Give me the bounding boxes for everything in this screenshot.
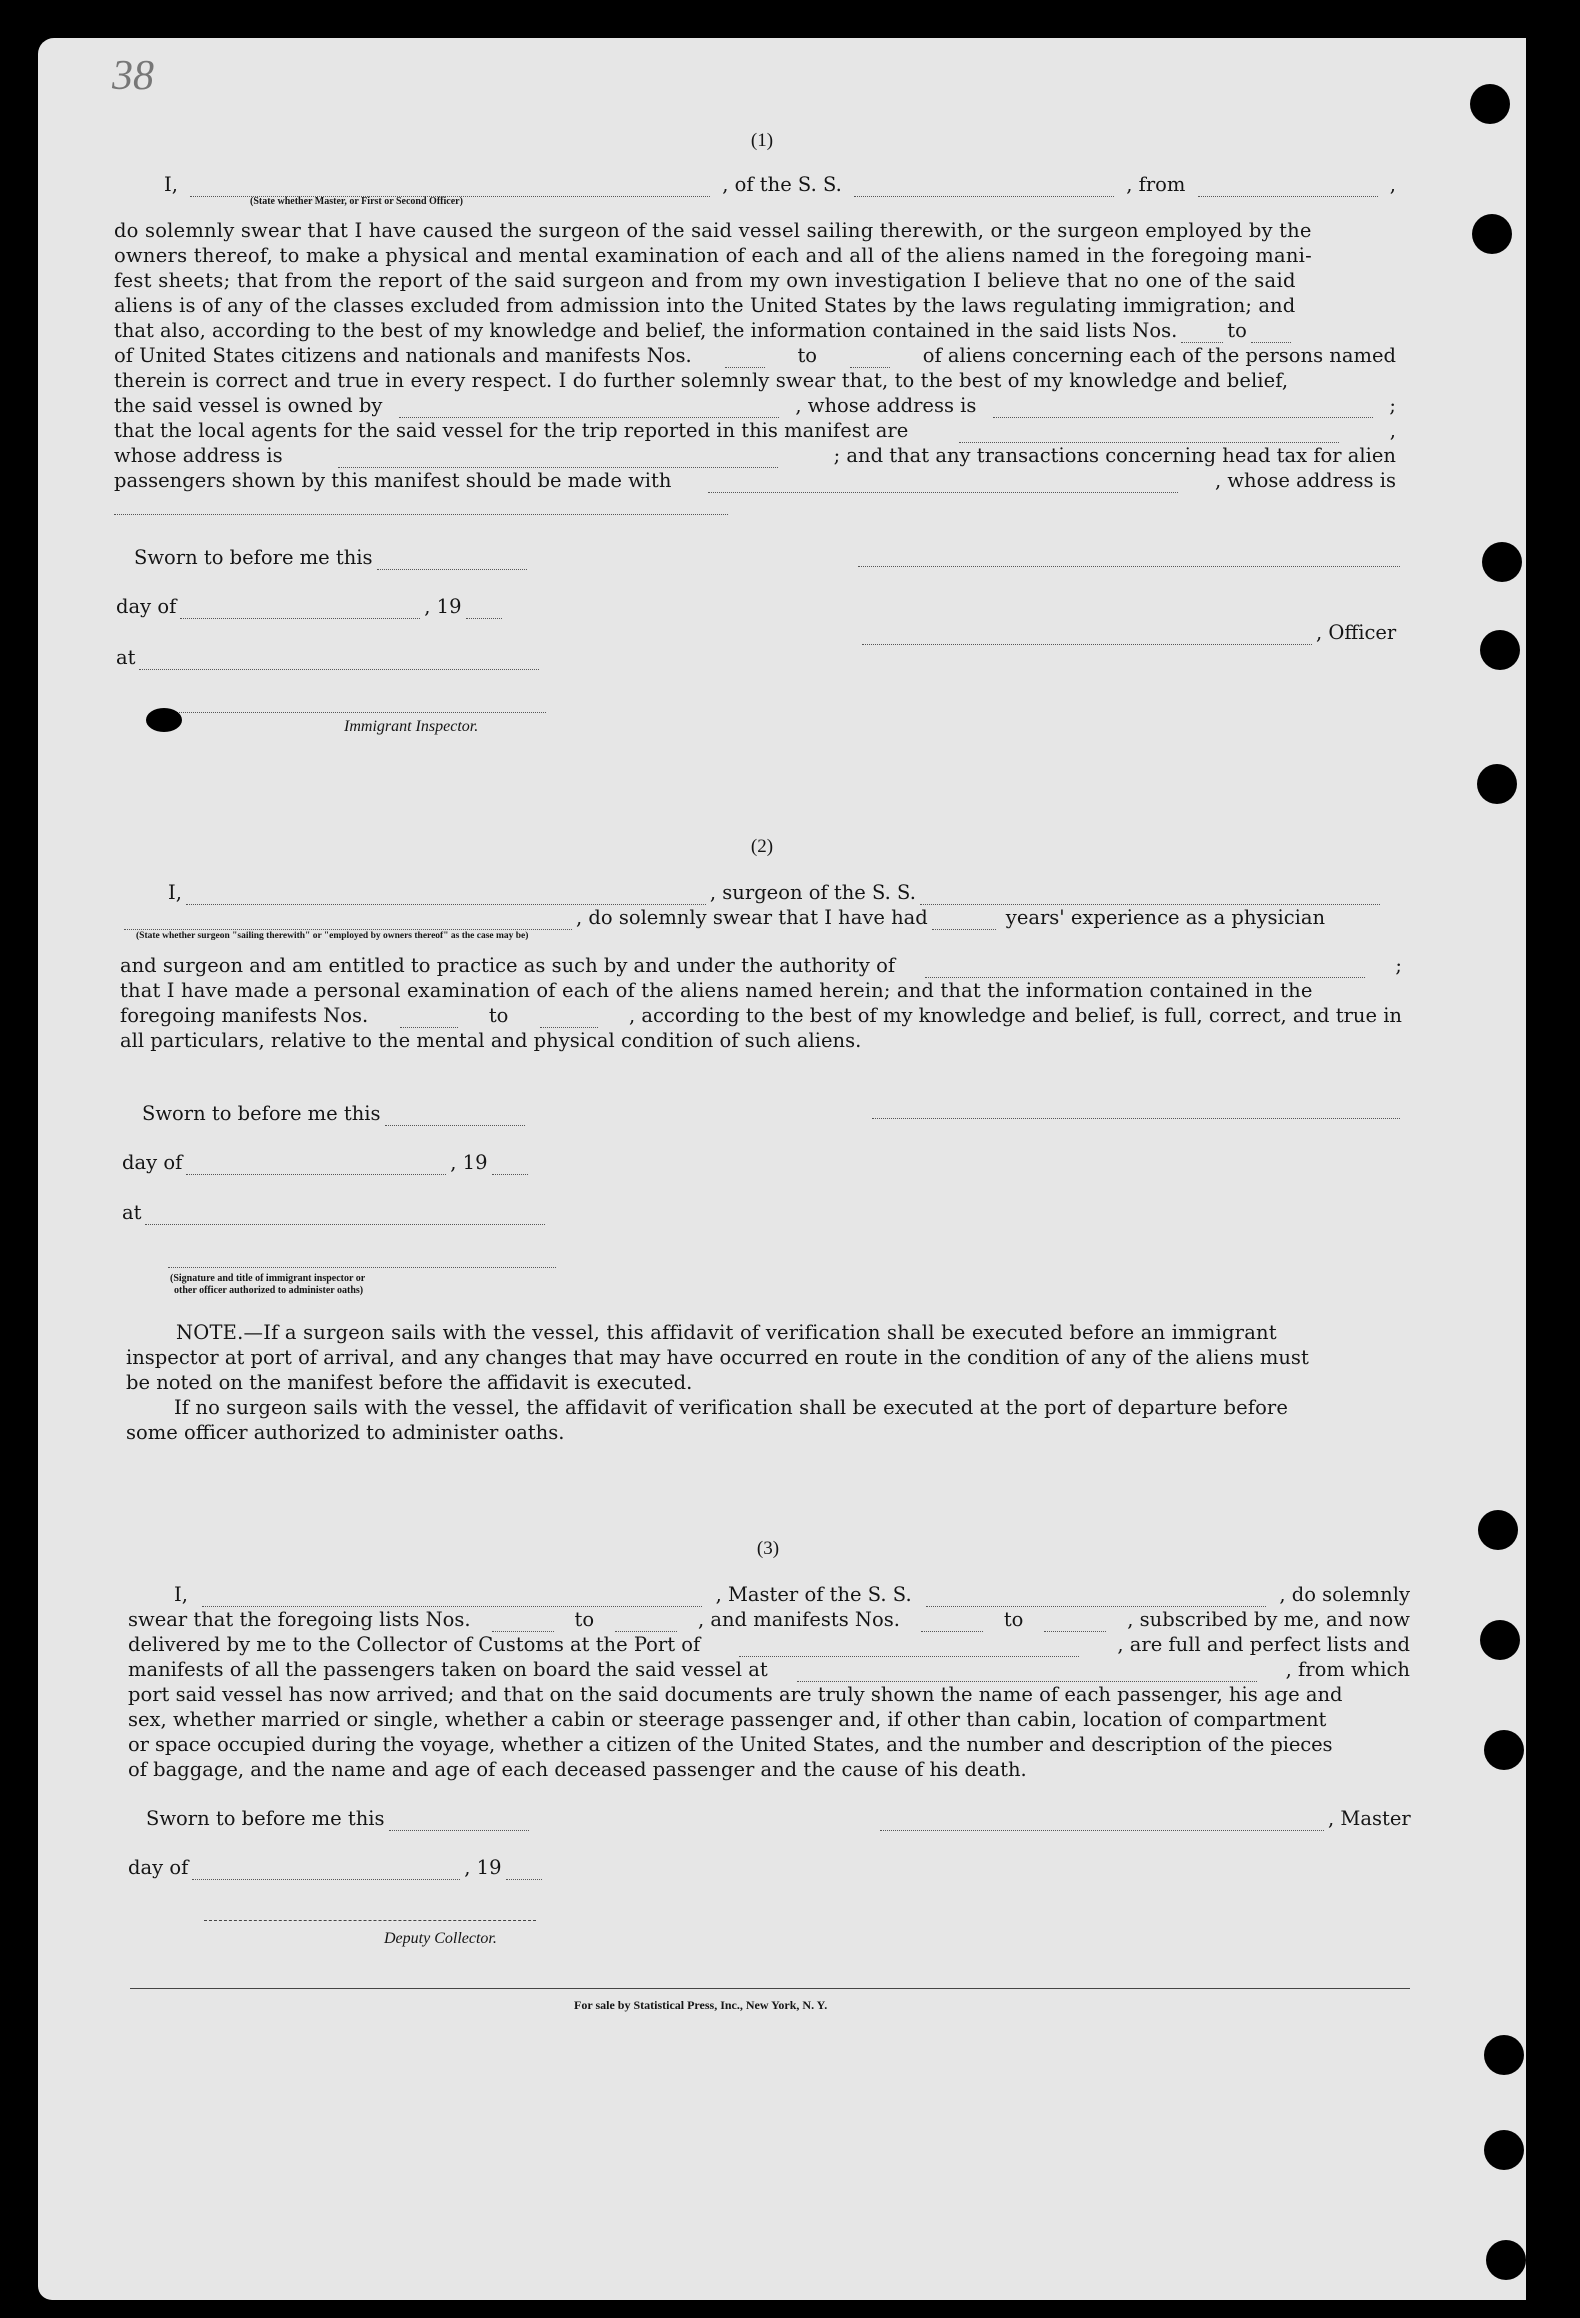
owner-blank[interactable] (399, 403, 779, 418)
owner-address-blank[interactable] (993, 403, 1373, 418)
lists-to-blank[interactable] (1251, 328, 1291, 343)
s2-inspector-signature-line[interactable] (168, 1267, 556, 1268)
binder-hole (1472, 214, 1512, 254)
s3-manifests-to-blank[interactable] (1044, 1617, 1106, 1632)
s2-surgeon-note: (State whether surgeon "sailing therewith" or "employed by owners thereof" as the case may be) (136, 931, 529, 941)
surgeon-signature-line[interactable] (872, 1118, 1400, 1119)
manifests-from-blank[interactable] (725, 353, 765, 368)
s3-manifests-from-blank[interactable] (921, 1617, 983, 1632)
s2-sworn-date-blank[interactable] (385, 1111, 525, 1126)
s1-sworn-date-blank[interactable] (377, 555, 527, 570)
s3-dayof-row: day of , 19 (128, 1855, 546, 1880)
section-2-heading: (2) (750, 836, 774, 857)
s3-line-4: manifests of all the passengers taken on board the said vessel at , from which (128, 1658, 1410, 1681)
s1-line-8: therein is correct and true in every respect. I do further solemnly swear that, to the best of my knowledge and belief, (114, 369, 1289, 392)
s2-line-3: and surgeon and am entitled to practice as such by and under the authority of ; (120, 954, 1402, 977)
s1-line-2: do solemnly swear that I have caused the surgeon of the said vessel sailing therewith, or the surgeon employed by the (114, 219, 1312, 242)
footer-rule (130, 1988, 1410, 1989)
s1-month-blank[interactable] (180, 604, 420, 619)
s3-line-1: I, , Master of the S. S. , do solemnly (174, 1583, 1410, 1606)
s3-ship-blank[interactable] (926, 1592, 1266, 1607)
binder-hole (1484, 2130, 1524, 2170)
s3-line-5: port said vessel has now arrived; and that on the said documents are truly shown the name of each passenger, his age and (128, 1683, 1343, 1706)
s2-line-1: I, , surgeon of the S. S. (168, 880, 1400, 905)
manifests-to-blank[interactable] (850, 353, 890, 368)
s3-year-blank[interactable] (506, 1865, 542, 1880)
s1-line-5: aliens is of any of the classes excluded from admission into the United States by the laws regulating immigration; and (114, 294, 1296, 317)
s2-line-4: that I have made a personal examination of each of the aliens named herein; and that the information contained in the (120, 979, 1313, 1002)
s1-line-1: I, , of the S. S. , from , (164, 173, 1396, 196)
surgeon-status-blank[interactable] (124, 915, 572, 930)
head-tax-address-blank[interactable] (114, 514, 728, 515)
binder-hole (1478, 1510, 1518, 1550)
s2-year-blank[interactable] (492, 1160, 528, 1175)
binder-hole (1480, 630, 1520, 670)
years-experience-blank[interactable] (932, 915, 996, 930)
deputy-collector-label: Deputy Collector. (384, 1930, 497, 1947)
binder-hole (1484, 1730, 1524, 1770)
s1-line-11: whose address is ; and that any transactions concerning head tax for alien (114, 444, 1396, 467)
master-signature-blank[interactable] (880, 1816, 1324, 1831)
s2-at-row: at (122, 1200, 549, 1225)
note-line-1: NOTE.—If a surgeon sails with the vessel, this affidavit of verification shall be executed before an immigrant (176, 1321, 1277, 1344)
s2-sworn-row: Sworn to before me this (142, 1101, 529, 1126)
s3-sworn-row: Sworn to before me this (146, 1806, 533, 1831)
port-of-embarkation-blank[interactable] (797, 1667, 1257, 1682)
surgeon-name-blank[interactable] (186, 890, 706, 905)
section-3-heading: (3) (756, 1538, 780, 1559)
section-1-heading: (1) (750, 130, 774, 151)
printer-imprint: For sale by Statistical Press, Inc., New York, N. Y. (574, 1998, 828, 2012)
binder-hole (1477, 764, 1517, 804)
head-tax-contact-blank[interactable] (708, 478, 1178, 493)
s2-month-blank[interactable] (186, 1160, 446, 1175)
s2-line-5: foregoing manifests Nos. to , according to the best of my knowledge and belief, is full, correct, and true in (120, 1004, 1402, 1027)
s3-master-row: , Master (876, 1806, 1412, 1831)
binder-hole (1484, 2035, 1524, 2075)
s3-lists-to-blank[interactable] (615, 1617, 677, 1632)
immigrant-inspector-label: Immigrant Inspector. (344, 718, 479, 735)
s1-sworn-row: Sworn to before me this (134, 545, 531, 570)
s2-manifests-from-blank[interactable] (400, 1013, 458, 1028)
s2-ship-blank[interactable] (920, 890, 1380, 905)
officer-name-signature-blank[interactable] (862, 630, 1312, 645)
s2-signature-note-1: (Signature and title of immigrant inspector or (170, 1273, 366, 1284)
binder-hole (1486, 2240, 1526, 2280)
inspector-signature-line[interactable] (164, 712, 546, 713)
port-from-blank[interactable] (1198, 182, 1378, 197)
s2-place-blank[interactable] (145, 1210, 545, 1225)
agents-blank[interactable] (959, 428, 1339, 443)
s1-year-blank[interactable] (466, 604, 502, 619)
binder-hole (1480, 1620, 1520, 1660)
s3-sworn-date-blank[interactable] (389, 1816, 529, 1831)
s1-officer-note: (State whether Master, or First or Second Officer) (250, 196, 463, 207)
deputy-signature-line[interactable] (204, 1920, 536, 1921)
s1-line-9: the said vessel is owned by , whose address is ; (114, 394, 1396, 417)
s3-line-3: delivered by me to the Collector of Customs at the Port of , are full and perfect lists and (128, 1633, 1410, 1656)
s2-line-2: , do solemnly swear that I have had years' experience as a physician (120, 905, 1402, 930)
s3-line-7: or space occupied during the voyage, whether a citizen of the United States, and the number and description of the pieces (128, 1733, 1333, 1756)
binder-hole (1470, 84, 1510, 124)
s2-manifests-to-blank[interactable] (540, 1013, 598, 1028)
s3-line-2: swear that the foregoing lists Nos. to , and manifests Nos. to , subscribed by me, and now (128, 1608, 1410, 1631)
s1-line-7: of United States citizens and nationals and manifests Nos. to of aliens concerning each of the persons named (114, 344, 1396, 367)
s1-line-12: passengers shown by this manifest should be made with , whose address is (114, 469, 1396, 492)
s1-place-blank[interactable] (139, 655, 539, 670)
s3-lists-from-blank[interactable] (492, 1617, 554, 1632)
s3-month-blank[interactable] (192, 1865, 460, 1880)
officer-name-blank[interactable] (190, 182, 710, 197)
ink-blot (146, 708, 182, 732)
s1-line-10: that the local agents for the said vessel for the trip reported in this manifest are , (114, 419, 1396, 442)
s1-line-3: owners thereof, to make a physical and mental examination of each and all of the aliens named in the foregoing mani- (114, 244, 1312, 267)
note-line-4: If no surgeon sails with the vessel, the affidavit of verification shall be executed at the port of departure before (174, 1396, 1288, 1419)
s1-line-4: fest sheets; that from the report of the said surgeon and from my own investigation I believe that no one of the said (114, 269, 1296, 292)
s1-at-row: at (116, 645, 543, 670)
s2-line-6: all particulars, relative to the mental and physical condition of such aliens. (120, 1029, 862, 1052)
officer-signature-line[interactable] (858, 566, 1400, 567)
note-line-3: be noted on the manifest before the affidavit is executed. (126, 1371, 693, 1394)
ship-name-blank[interactable] (854, 182, 1114, 197)
authority-blank[interactable] (925, 963, 1365, 978)
binder-hole (1482, 542, 1522, 582)
note-line-2: inspector at port of arrival, and any changes that may have occurred en route in the condition of any of the aliens must (126, 1346, 1309, 1369)
note-line-5: some officer authorized to administer oaths. (126, 1421, 565, 1444)
lists-from-blank[interactable] (1181, 328, 1223, 343)
s3-line-6: sex, whether married or single, whether a cabin or steerage passenger and, if other than cabin, location of compartment (128, 1708, 1327, 1731)
s1-line-6: that also, according to the best of my knowledge and belief, the information contained in the said lists Nos. to (114, 318, 1396, 343)
s2-dayof-row: day of , 19 (122, 1150, 532, 1175)
master-name-blank[interactable] (202, 1592, 702, 1607)
s1-dayof-row: day of , 19 (116, 594, 506, 619)
s3-line-8: of baggage, and the name and age of each deceased passenger and the cause of his death. (128, 1758, 1027, 1781)
s2-signature-note-2: other officer authorized to administer oaths) (174, 1285, 364, 1296)
s1-officer-row: , Officer (858, 620, 1402, 645)
corner-mark: 38 (112, 53, 154, 99)
port-of-arrival-blank[interactable] (739, 1642, 1079, 1657)
agents-address-blank[interactable] (338, 453, 778, 468)
